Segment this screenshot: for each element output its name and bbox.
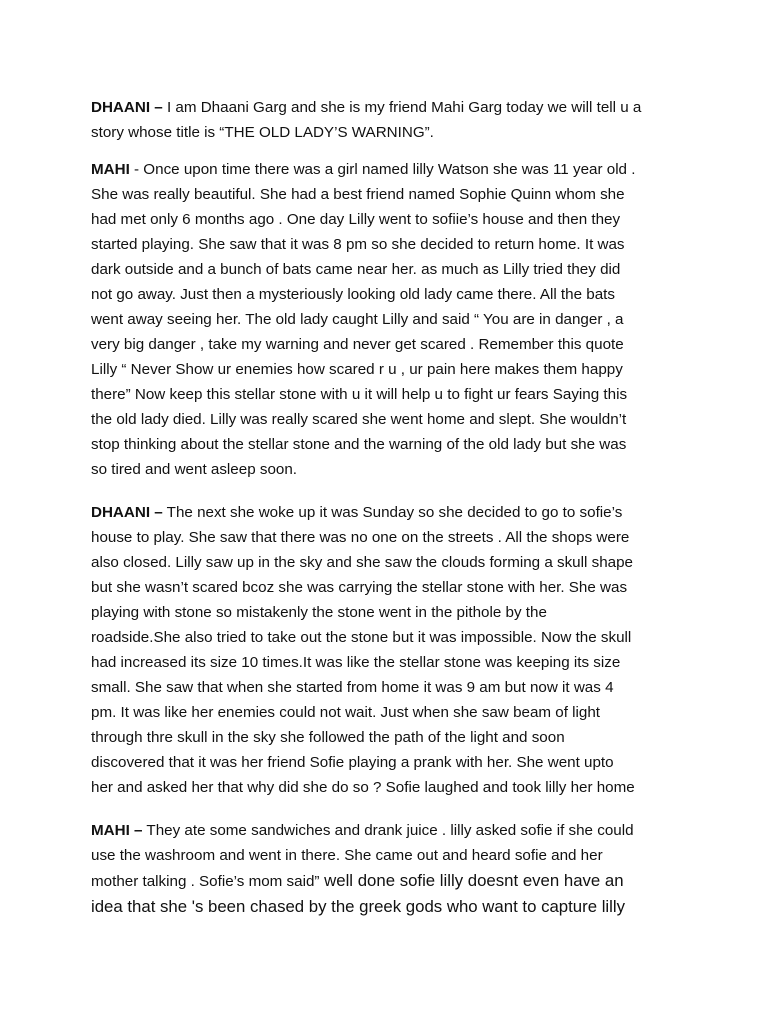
text-line: discovered that it was her friend Sofie playing a prank with her. She went upto: [91, 754, 614, 771]
text-line: there” Now keep this stellar stone with u it will help u to fight ur fears Saying this: [91, 386, 628, 403]
paragraph-mahi-ending: [91, 818, 691, 919]
speaker-label: MAHI: [91, 161, 130, 178]
speaker-label: DHAANI –: [91, 504, 163, 521]
text-line: through thre skull in the sky she followed the path of the light and soon: [91, 729, 565, 746]
text-line: also closed. Lilly saw up in the sky and she saw the clouds forming a skull shape: [91, 554, 633, 571]
text-line: [91, 818, 691, 843]
paragraph-dhaani-story: [91, 500, 691, 800]
line-text: I am Dhaani Garg and she is my friend Mahi Garg today we will tell u a: [162, 99, 642, 116]
text-line: She was really beautiful. She had a best friend named Sophie Quinn whom she: [91, 186, 625, 203]
speaker-label: MAHI –: [91, 822, 143, 839]
text-line: pm. It was like her enemies could not wait. Just when she saw beam of light: [91, 704, 601, 721]
text-line: her and asked her that why did she do so ? Sofie laughed and took lilly her home: [91, 779, 635, 796]
text-line: [91, 868, 691, 894]
line-text: The next she woke up it was Sunday so she decided to go to sofie’s: [162, 504, 623, 521]
speaker-label: DHAANI –: [91, 99, 163, 116]
line-text-large: well done sofie lilly doesnt even have an: [319, 871, 624, 890]
text-line: playing with stone so mistakenly the stone went in the pithole by the: [91, 604, 547, 621]
text-line: [91, 500, 691, 525]
text-line: dark outside and a bunch of bats came near her. as much as Lilly tried they did: [91, 261, 621, 278]
paragraph-dhaani-intro: [91, 95, 691, 145]
paragraph-mahi-story: [91, 157, 691, 482]
text-line: had met only 6 months ago . One day Lilly went to sofiie’s house and then they: [91, 211, 621, 228]
text-line: went away seeing her. The old lady caught Lilly and said “ You are in danger , a: [91, 311, 624, 328]
text-line: not go away. Just then a mysteriously looking old lady came there. All the bats: [91, 286, 615, 303]
text-line: story whose title is “THE OLD LADY’S WARNING”.: [91, 124, 434, 141]
text-line: had increased its size 10 times.It was like the stellar stone was keeping its size: [91, 654, 621, 671]
text-line: stop thinking about the stellar stone and the warning of the old lady but she was: [91, 436, 627, 453]
text-line: very big danger , take my warning and never get scared . Remember this quote: [91, 336, 624, 353]
text-line: house to play. She saw that there was no one on the streets . All the shops were: [91, 529, 630, 546]
line-text: They ate some sandwiches and drank juice . lilly asked sofie if she could: [142, 822, 634, 839]
text-line: small. She saw that when she started from home it was 9 am but now it was 4: [91, 679, 614, 696]
line-text: - Once upon time there was a girl named lilly Watson she was 11 year old .: [129, 161, 636, 178]
text-line: the old lady died. Lilly was really scared she went home and slept. She wouldn’t: [91, 411, 627, 428]
text-line: but she wasn’t scared bcoz she was carrying the stellar stone with her. She was: [91, 579, 628, 596]
text-line: so tired and went asleep soon.: [91, 461, 298, 478]
text-line: started playing. She saw that it was 8 pm so she decided to return home. It was: [91, 236, 625, 253]
text-line: roadside.She also tried to take out the stone but it was impossible. Now the skull: [91, 629, 632, 646]
text-line: use the washroom and went in there. She came out and heard sofie and her: [91, 847, 603, 864]
text-line: idea that she 's been chased by the greek gods who want to capture lilly: [91, 897, 626, 916]
line-text: mother talking . Sofie’s mom said”: [91, 873, 320, 890]
text-line: [91, 157, 691, 182]
text-line: [91, 95, 691, 120]
text-line: Lilly “ Never Show ur enemies how scared r u , ur pain here makes them happy: [91, 361, 623, 378]
